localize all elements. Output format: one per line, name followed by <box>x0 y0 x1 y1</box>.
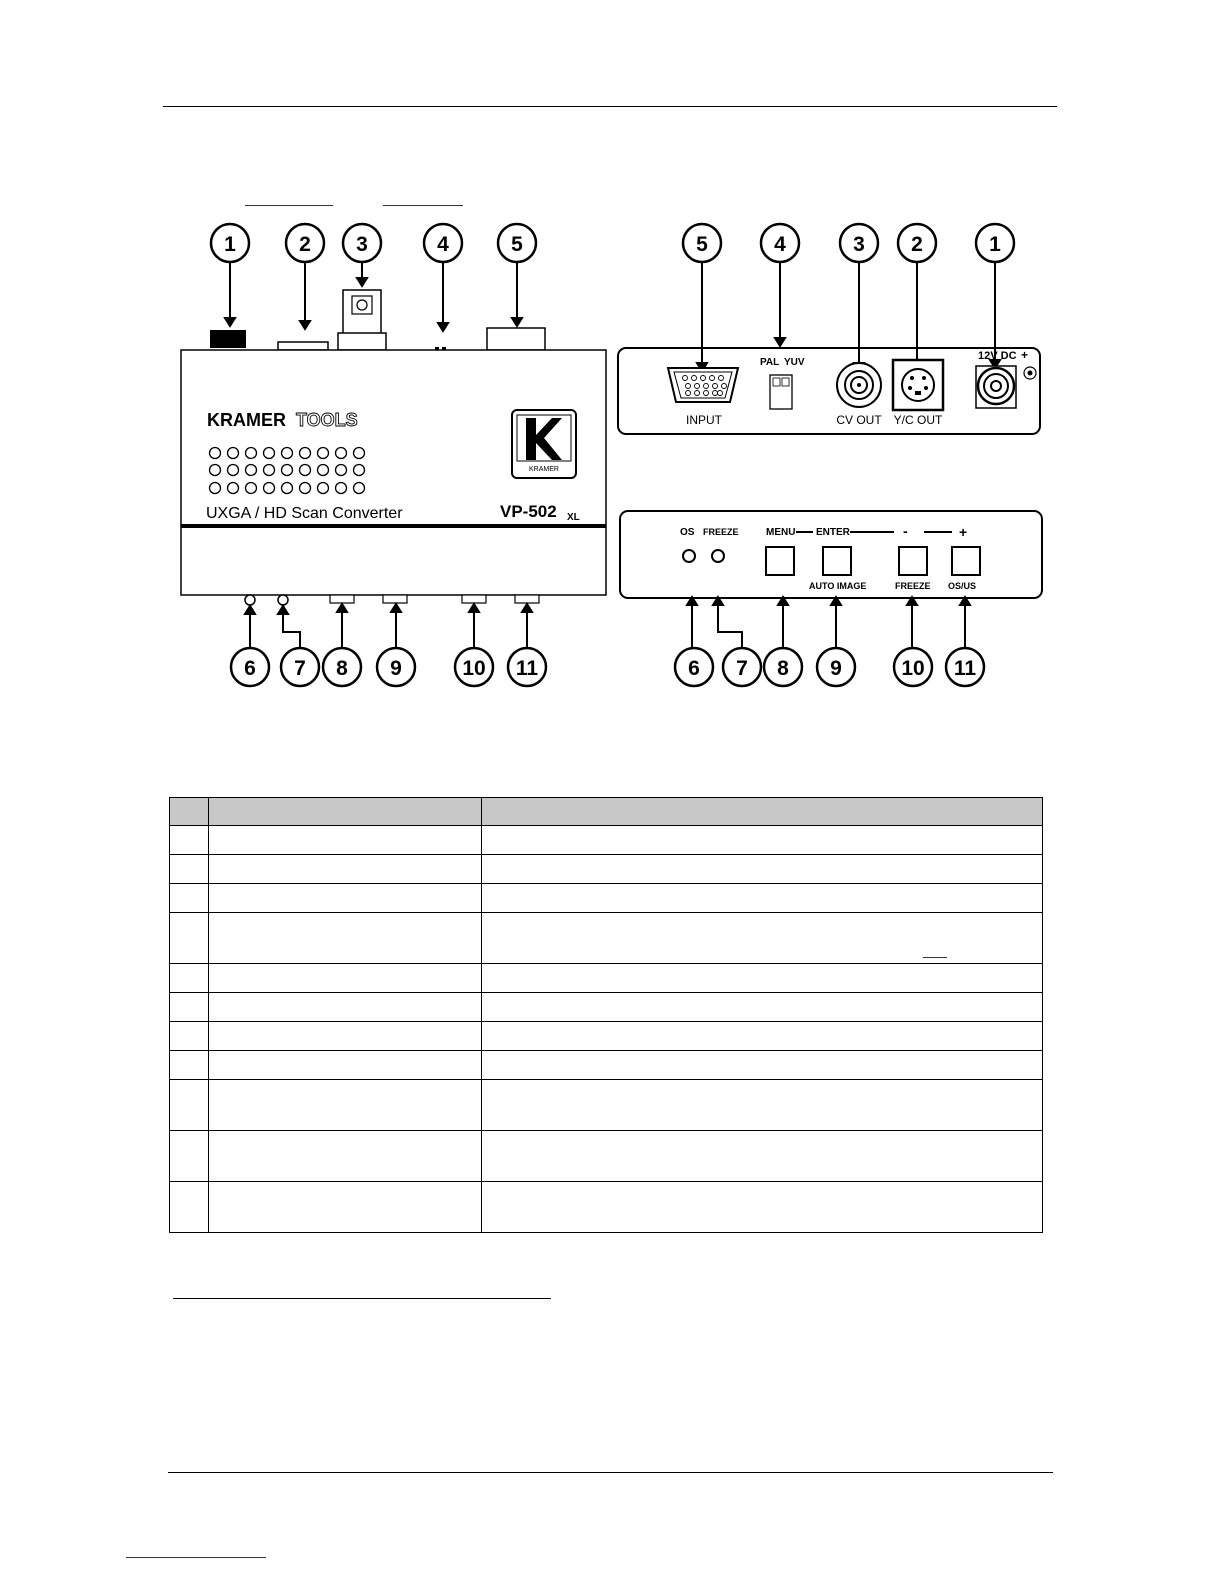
table-row <box>170 884 1043 913</box>
auto-image-label: AUTO IMAGE <box>809 581 867 591</box>
pal-label: PAL <box>760 357 780 368</box>
table-header-cell <box>209 798 482 826</box>
rear-callout-4: 4 <box>774 233 786 256</box>
yc-out-label: Y/C OUT <box>893 413 943 427</box>
figure-reference-link-2[interactable] <box>383 205 463 206</box>
callout-5: 5 <box>511 233 523 256</box>
table-row <box>170 1080 1043 1131</box>
front-callout-7: 7 <box>736 657 748 680</box>
logo-text: KRAMER <box>529 466 559 473</box>
callouts-top-left <box>211 224 536 262</box>
table-row <box>170 1131 1043 1182</box>
cv-out-label: CV OUT <box>836 413 882 427</box>
menu-button[interactable] <box>766 547 794 575</box>
table-header-cell <box>482 798 1043 826</box>
table-row <box>170 1022 1043 1051</box>
callout-9: 9 <box>390 657 402 680</box>
table-row <box>170 913 1043 964</box>
rear-callout-3: 3 <box>853 233 865 256</box>
front-panel-illustration <box>610 505 1055 700</box>
table-header-cell <box>170 798 209 826</box>
rear-callout-1: 1 <box>989 233 1001 256</box>
callout-2: 2 <box>299 233 311 256</box>
table-row <box>170 855 1043 884</box>
rear-callout-2: 2 <box>911 233 923 256</box>
minus-button[interactable] <box>899 547 927 575</box>
plus-button[interactable] <box>952 547 980 575</box>
table-header-row <box>170 798 1043 826</box>
callout-7: 7 <box>294 657 306 680</box>
kramer-logo <box>512 410 576 478</box>
header-rule <box>163 106 1057 107</box>
plus-label: + <box>959 524 968 540</box>
rear-callout-5: 5 <box>696 233 708 256</box>
table-row <box>170 1051 1043 1080</box>
front-callout-11: 11 <box>953 657 977 680</box>
enter-button[interactable] <box>823 547 851 575</box>
brand-tools: TOOLS <box>296 410 358 430</box>
os-led <box>683 550 695 562</box>
front-callout-9: 9 <box>830 657 842 680</box>
freeze-label: FREEZE <box>895 581 931 591</box>
power-label: 12V DC <box>978 350 1017 362</box>
callout-4: 4 <box>437 233 449 256</box>
footer-rule <box>168 1472 1053 1473</box>
callout-11: 11 <box>515 657 539 680</box>
front-callout-8: 8 <box>777 657 789 680</box>
footer-link[interactable] <box>126 1557 266 1558</box>
table-row <box>170 964 1043 993</box>
footnote-separator <box>173 1298 551 1299</box>
front-callout-6: 6 <box>688 657 700 680</box>
feature-table <box>169 797 1043 1233</box>
yuv-label: YUV <box>784 357 805 368</box>
input-label: INPUT <box>686 413 722 427</box>
menu-label: MENU <box>766 527 796 538</box>
power-plus: + <box>1021 348 1029 362</box>
callout-6: 6 <box>244 657 256 680</box>
model-name: VP-502 <box>500 502 557 521</box>
enter-label: ENTER <box>816 527 850 538</box>
callout-8: 8 <box>336 657 348 680</box>
footnote-reference-link[interactable] <box>923 957 947 958</box>
model-suffix: XL <box>567 512 580 523</box>
freeze-led <box>712 550 724 562</box>
front-callout-10: 10 <box>901 657 925 680</box>
table-row <box>170 1182 1043 1233</box>
callout-10: 10 <box>462 657 486 680</box>
callout-3: 3 <box>356 233 368 256</box>
os-led-label: OS <box>680 527 695 538</box>
device-front-illustration <box>160 220 630 700</box>
table-row <box>170 826 1043 855</box>
product-line: UXGA / HD Scan Converter <box>206 505 403 522</box>
os-us-label: OS/US <box>948 581 977 591</box>
brand-kramer: KRAMER <box>207 410 286 430</box>
minus-label: - <box>903 523 908 539</box>
rear-panel-illustration <box>610 220 1055 445</box>
freeze-led-label: FREEZE <box>703 527 739 537</box>
figure-reference-link-1[interactable] <box>245 205 333 206</box>
table-row <box>170 993 1043 1022</box>
callout-1: 1 <box>224 233 236 256</box>
